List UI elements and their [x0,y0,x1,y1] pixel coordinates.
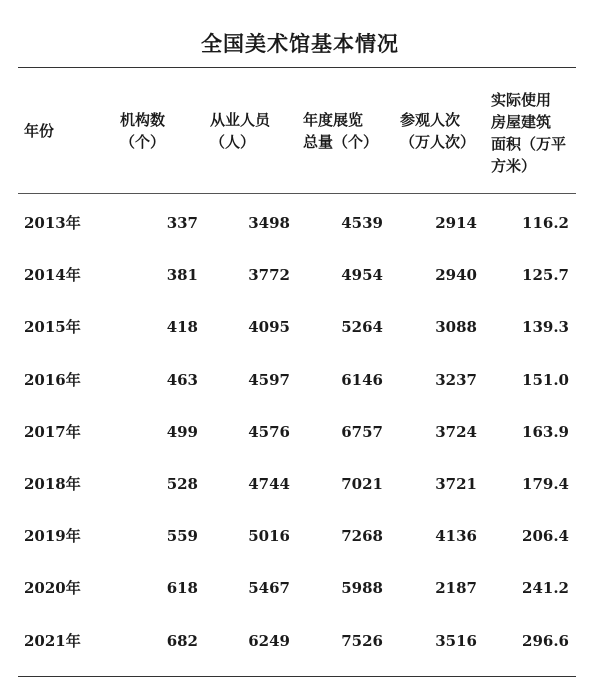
cell-visitors: 3237 [435,370,477,389]
cell-year: 2013年 [24,214,81,232]
cell-staff: 5016 [248,527,290,546]
cell-visitors: 3088 [435,318,477,337]
cell-visitors: 3516 [435,631,477,650]
cell-staff: 5467 [248,579,290,598]
cell-area: 206.4 [522,527,569,546]
cell-exhibitions: 6146 [341,370,383,389]
cell-visitors: 4136 [435,527,477,546]
cell-institutions: 618 [166,579,198,598]
cell-year: 2021年 [24,631,81,650]
cell-area: 163.9 [522,422,569,441]
cell-area: 139.3 [522,318,569,337]
table-row [0,615,600,667]
table-row [0,197,600,249]
cell-staff: 4597 [248,370,290,389]
header-year: 年份 [24,122,55,140]
cell-year: 2017年 [24,422,81,441]
header-institutions: 机构数 （个） [120,111,166,151]
cell-exhibitions: 7526 [341,631,383,650]
header-area: 实际使用 房屋建筑 面积（万平 方米） [491,91,567,175]
cell-year: 2014年 [24,266,81,285]
cell-visitors: 2914 [435,214,477,232]
cell-visitors: 3721 [435,474,477,493]
cell-area: 116.2 [522,214,569,232]
cell-institutions: 682 [166,631,198,650]
cell-staff: 3772 [248,266,290,285]
cell-visitors: 2940 [435,266,477,285]
cell-staff: 6249 [248,631,290,650]
cell-staff: 4576 [248,422,290,441]
cell-year: 2018年 [24,474,81,493]
cell-institutions: 499 [166,422,198,441]
cell-institutions: 381 [166,266,198,285]
cell-exhibitions: 4539 [341,214,383,232]
cell-area: 179.4 [522,474,569,493]
bottom-rule [18,676,576,677]
cell-exhibitions: 5264 [341,318,383,337]
cell-exhibitions: 7021 [341,474,383,493]
cell-staff: 4095 [248,318,290,337]
cell-institutions: 559 [166,527,198,546]
table-row [0,562,600,614]
cell-exhibitions: 7268 [341,527,383,546]
top-rule [18,67,576,68]
cell-exhibitions: 4954 [341,266,383,285]
header-rule [18,193,576,194]
cell-staff: 4744 [248,474,290,493]
cell-area: 125.7 [522,266,569,285]
table-row [0,354,600,406]
table-body [0,197,600,667]
header-visitors: 参观人次 （万人次） [400,111,476,151]
table-row [0,510,600,562]
cell-institutions: 528 [166,474,198,493]
cell-institutions: 463 [166,370,198,389]
header-exhibitions: 年度展览 总量（个） [303,111,379,151]
cell-area: 241.2 [522,579,569,598]
table-title: 全国美术馆基本情况 [201,31,399,56]
cell-staff: 3498 [248,214,290,232]
cell-institutions: 337 [166,214,198,232]
header-staff: 从业人员 （人） [210,111,271,151]
cell-area: 151.0 [522,370,569,389]
cell-visitors: 3724 [435,422,477,441]
cell-year: 2019年 [24,527,81,546]
cell-institutions: 418 [166,318,198,337]
cell-year: 2015年 [24,318,81,337]
table-row [0,406,600,458]
cell-exhibitions: 6757 [341,422,383,441]
cell-exhibitions: 5988 [341,579,383,598]
table-row [0,249,600,301]
cell-year: 2016年 [24,370,81,389]
table-row [0,301,600,353]
cell-year: 2020年 [24,579,81,598]
table-row [0,458,600,510]
cell-visitors: 2187 [435,579,477,598]
cell-area: 296.6 [522,631,569,650]
